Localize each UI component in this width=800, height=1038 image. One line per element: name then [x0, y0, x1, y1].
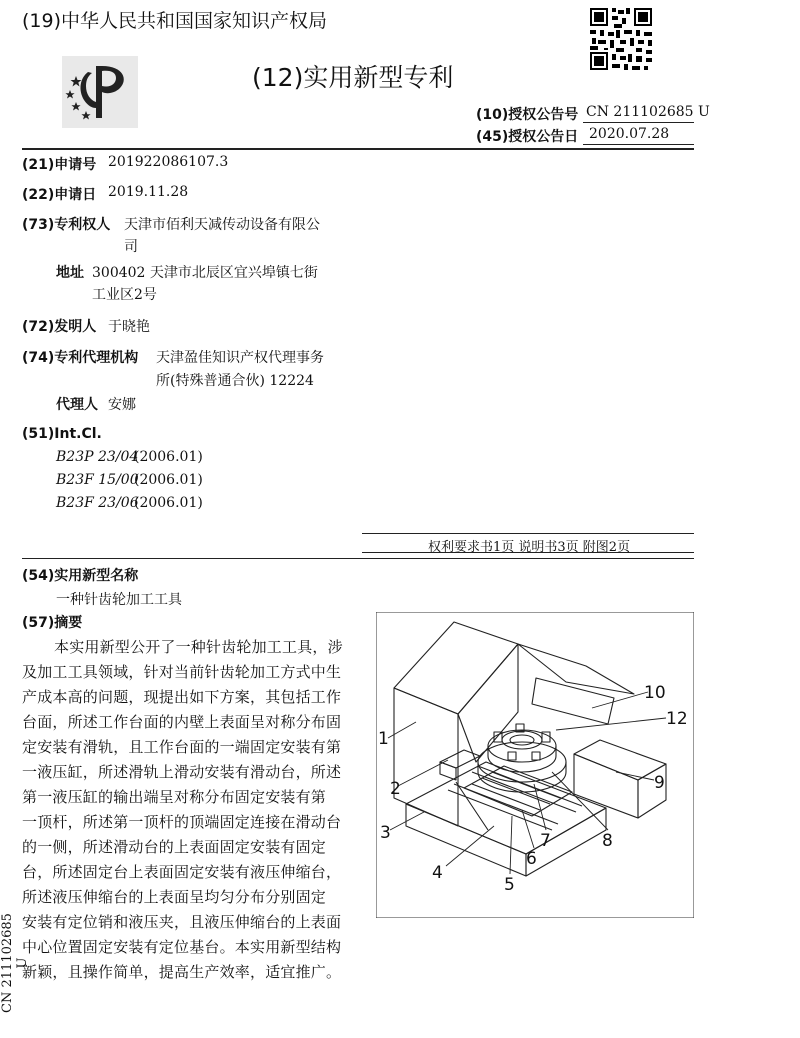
abstract-line: 及加工工具领域，针对当前针齿轮加工方式中生 — [22, 663, 342, 681]
abstract-line: 台面，所述工作台面的内壁上表面呈对称分布固 — [22, 713, 342, 731]
ipc-version: (2006.01) — [134, 449, 203, 465]
figure-label: 5 — [504, 875, 515, 895]
figure-label: 12 — [666, 709, 688, 729]
app-no-label: (21)申请号 — [22, 157, 97, 173]
agency-label: (74)专利代理机构 — [22, 350, 139, 366]
patentee-label: (73)专利权人 — [22, 217, 111, 233]
figure-label: 8 — [602, 831, 613, 851]
figure-label: 6 — [526, 849, 537, 869]
title-label: (54)实用新型名称 — [22, 568, 139, 584]
inventor-label: (72)发明人 — [22, 319, 97, 335]
cnipa-logo-icon — [62, 56, 138, 128]
abstract-line: 本实用新型公开了一种针齿轮加工工具，涉 — [54, 638, 343, 656]
abstract-line: 新颖，且操作简单，提高生产效率，适宜推广。 — [22, 963, 342, 981]
ipc-label: (51)Int.Cl. — [22, 426, 102, 442]
figure-label: 7 — [540, 831, 551, 851]
abstract-line: 安装有定位销和液压夹，且液压伸缩台的上表面 — [22, 913, 342, 931]
abstract-line: 台，所述固定台上表面固定安装有液压伸缩台， — [22, 863, 342, 881]
pages-info: 权利要求书1页 说明书3页 附图2页 — [428, 540, 631, 555]
address-line1: 300402 天津市北辰区宜兴埠镇七街 — [92, 265, 318, 281]
abstract-line: 所述液压伸缩台的上表面呈均匀分布分别固定 — [22, 888, 327, 906]
pub-date-label: (45)授权公告日 — [476, 129, 579, 145]
figure-label: 10 — [644, 683, 666, 703]
address-line2: 工业区2号 — [92, 287, 157, 303]
abstract-line: 产成本高的问题，现提出如下方案，其包括工作 — [22, 688, 342, 706]
figure-label: 2 — [390, 779, 401, 799]
ipc-code: B23P 23/04 — [56, 449, 139, 465]
figure-label: 3 — [380, 823, 391, 843]
app-date: 2019.11.28 — [108, 184, 189, 200]
abstract-line: 定安装有滑轨，且工作台面的一端固定安装有第 — [22, 738, 342, 756]
pub-no: CN 211102685 U — [586, 104, 710, 120]
agency-name: (19)中华人民共和国国家知识产权局 — [22, 10, 328, 32]
app-date-label: (22)申请日 — [22, 187, 97, 203]
side-publication-number: CN 211102685 U — [0, 913, 30, 1013]
agency-line1: 天津盈佳知识产权代理事务 — [156, 350, 324, 366]
document-type: (12)实用新型专利 — [252, 63, 454, 92]
inventor: 于晓艳 — [108, 319, 150, 335]
address-label: 地址 — [56, 265, 84, 281]
utility-model-title: 一种针齿轮加工工具 — [56, 592, 182, 608]
abstract-label: (57)摘要 — [22, 615, 83, 631]
abstract-line: 一液压缸，所述滑轨上滑动安装有滑动台，所述 — [22, 763, 342, 781]
qr-code-icon — [588, 6, 654, 72]
agent: 安娜 — [108, 397, 136, 413]
pub-date: 2020.07.28 — [589, 126, 670, 142]
patentee-line1: 天津市佰利天减传动设备有限公 — [124, 217, 320, 233]
figure-label: 4 — [432, 863, 443, 883]
patentee-line2: 司 — [124, 239, 138, 255]
app-no: 201922086107.3 — [108, 154, 229, 170]
abstract-line: 的一侧，所述滑动台的上表面固定安装有固定 — [22, 838, 327, 856]
pub-no-label: (10)授权公告号 — [476, 107, 579, 123]
abstract-figure — [376, 612, 694, 918]
ipc-version: (2006.01) — [134, 495, 203, 511]
abstract-line: 第一液压缸的输出端呈对称分布固定安装有第 — [22, 788, 327, 806]
figure-label: 1 — [378, 729, 389, 749]
section-divider — [22, 558, 694, 559]
agent-label: 代理人 — [56, 397, 98, 413]
ipc-version: (2006.01) — [134, 472, 203, 488]
ipc-code: B23F 23/06 — [56, 495, 139, 511]
ipc-code: B23F 15/00 — [56, 472, 139, 488]
header-divider — [22, 148, 694, 150]
agency-line2: 所(特殊普通合伙) 12224 — [156, 373, 314, 389]
abstract-line: 中心位置固定安装有定位基台。本实用新型结构 — [22, 938, 342, 956]
abstract-line: 一顶杆，所述第一顶杆的顶端固定连接在滑动台 — [22, 813, 342, 831]
figure-label: 9 — [654, 773, 665, 793]
